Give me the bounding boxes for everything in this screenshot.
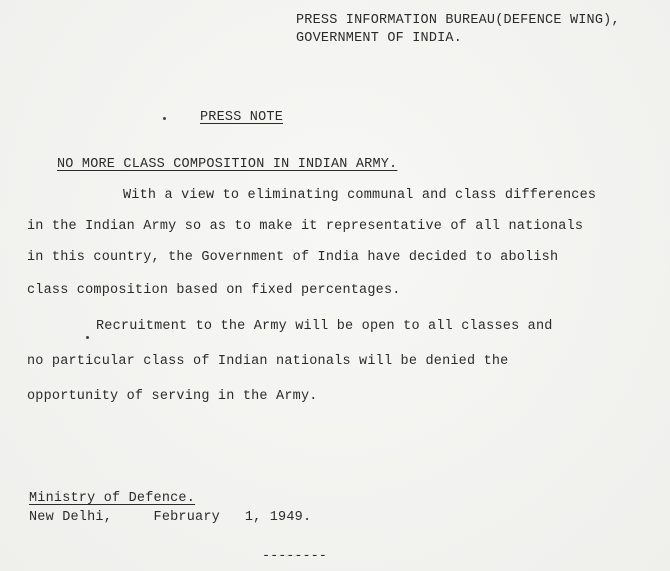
- place-and-date: New Delhi, February 1, 1949.: [29, 510, 312, 525]
- issuer-line-1: PRESS INFORMATION BUREAU(DEFENCE WING),: [296, 13, 620, 28]
- paragraph-1-line-4: class composition based on fixed percentages.: [27, 283, 401, 298]
- document-title: PRESS NOTE: [200, 110, 284, 125]
- paragraph-1-line-1: With a view to eliminating communal and class differences: [123, 188, 597, 203]
- closing-rule: --------: [262, 549, 327, 564]
- stray-mark: [86, 336, 89, 339]
- paragraph-1-line-2: in the Indian Army so as to make it representative of all nationals: [27, 219, 584, 234]
- paragraph-2-line-1: Recruitment to the Army will be open to all classes and: [96, 319, 553, 334]
- ministry-signoff: Ministry of Defence.: [29, 491, 196, 506]
- headline: NO MORE CLASS COMPOSITION IN INDIAN ARMY.: [57, 157, 398, 172]
- paragraph-1-line-3: in this country, the Government of India have decided to abolish: [27, 250, 559, 265]
- issuer-line-2: GOVERNMENT OF INDIA.: [296, 31, 463, 46]
- paragraph-2-line-3: opportunity of serving in the Army.: [27, 389, 318, 404]
- paragraph-2-line-2: no particular class of Indian nationals will be denied the: [27, 354, 509, 369]
- stray-mark: [163, 117, 166, 120]
